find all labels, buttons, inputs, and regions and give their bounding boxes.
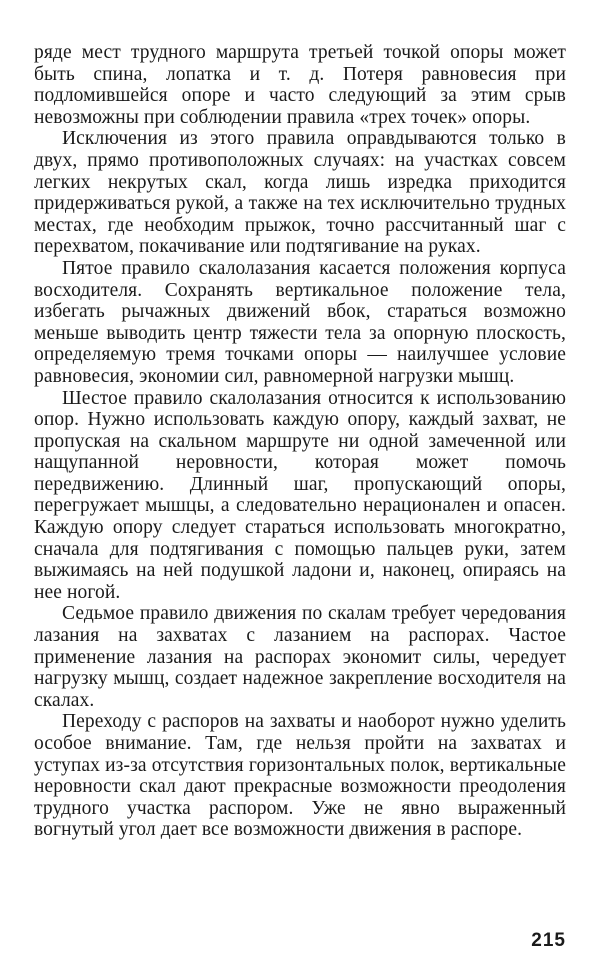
paragraph-6: Переходу с распоров на захваты и наоборот нужно уделить особое внимание. Там, где нельзя пройти на захватах и уступах из-за отсутствия горизонтальных полок, вертикальные неровности скал дают прекрасные возможности преодоления трудного участка распором. Уже не явно выраженный вогнутый угол дает все возможности движения в распоре. bbox=[34, 711, 566, 841]
page-number: 215 bbox=[531, 930, 566, 951]
body-text bbox=[34, 42, 566, 841]
paragraph-5: Седьмое правило движения по скалам требует чередования лазания на захватах с лазанием на распорах. Частое применение лазания на распорах экономит силы, чередует нагрузку мышц, создает надежное закрепление восходителя на скалах. bbox=[34, 603, 566, 711]
paragraph-1: ряде мест трудного маршрута третьей точкой опоры может быть спина, лопатка и т. д. Потеря равновесия при подломившейся опоре и часто следующий за этим срыв невозможны при соблюдении правила «трех точек» опоры. bbox=[34, 42, 566, 128]
paragraph-4: Шестое правило скалолазания относится к использованию опор. Нужно использовать каждую опору, каждый захват, не пропуская на скальном маршруте ни одной замеченной или нащупанной неровности, которая может помочь передвижению. Длинный шаг, пропускающий опоры, перегружает мышцы, а следовательно нерационален и опасен. Каждую опору следует стараться использовать многократно, сначала для подтягивания с помощью пальцев руки, затем выжимаясь на ней подушкой ладони и, наконец, опираясь на нее ногой. bbox=[34, 387, 566, 603]
book-page bbox=[34, 42, 566, 942]
paragraph-2: Исключения из этого правила оправдываются только в двух, прямо противоположных случаях: на участках совсем легких некрутых скал, когда лишь изредка приходится придерживаться рукой, а также на тех исключительно трудных местах, где необходим прыжок, точно рассчитанный шаг с перехватом, покачивание или подтягивание на руках. bbox=[34, 128, 566, 258]
paragraph-3: Пятое правило скалолазания касается положения корпуса восходителя. Сохранять вертикальное положение тела, избегать рычажных движений вбок, стараться возможно меньше выводить центр тяжести тела за опорную плоскость, определяемую тремя точками опоры — наилучшее условие равновесия, экономии сил, равномерной нагрузки мышц. bbox=[34, 257, 566, 387]
